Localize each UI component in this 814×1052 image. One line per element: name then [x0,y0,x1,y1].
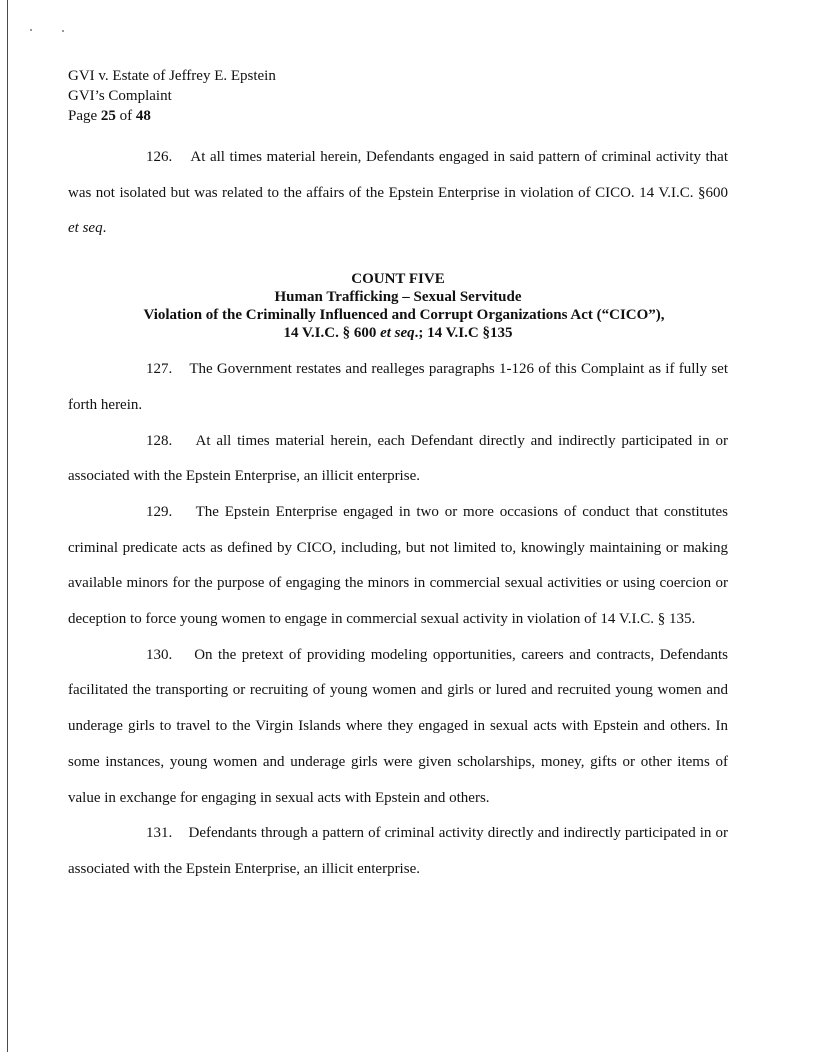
count-heading: COUNT FIVE [351,271,445,288]
paragraph-128 [68,424,728,495]
document-page [68,66,728,888]
page-header [68,66,728,126]
paragraph-130 [68,638,728,817]
paragraph-number: 130. [146,646,173,663]
paragraph-text: The Epstein Enterprise engaged in two or more occasions of conduct that constitutes criminal predicate acts as defined by CICO, including, but not limited to, knowingly maintaining or making available minors for the purpose of engaging the minors in commercial sexual activities or using coercion or deception to force young women to engage in commercial sexual activity in violation of 14 V.I.C. § 135. [68,503,729,628]
paragraph-text: At all times material herein, each Defendant directly and indirectly participated in or associated with the Epstein Enterprise, an illicit enterprise. [68,432,728,485]
count-subheading: Human Trafficking – Sexual Servitude [274,289,522,306]
paragraph-text: On the pretext of providing modeling opportunities, careers and contracts, Defendants facilitated the transporting or recruiting of young women and girls or lured and recruited young women and underage girls to travel to the Virgin Islands where they engaged in sexual acts with Epstein and others. In some instances, young women and underage girls were given scholarships, money, gifts or other items of value in exchange for engaging in sexual acts with Epstein and others. [68,646,729,806]
page-indicator: Page 25 of 48 [68,108,151,124]
page-total: 48 [135,108,151,124]
paragraph-text: At all times material herein, Defendants engaged in said pattern of criminal activity that was not isolated but was related to the affairs of the Epstein Enterprise in violation of CICO. 14 V.I.C. §600 [68,149,729,201]
paragraph-number: 131. [146,825,173,842]
paragraph-131 [68,816,728,887]
document-name: GVI’s Complaint [68,88,172,104]
scan-edge-line [7,0,8,1052]
paragraph-number: 127. [146,361,173,378]
count-citation-line: 14 V.I.C. § 600 et seq.; 14 V.I.C §135 [283,325,513,342]
paragraph-129 [68,495,728,638]
page-current: 25 [100,108,116,124]
count-title [68,270,728,342]
scan-speck [30,29,32,31]
scan-speck [62,30,64,32]
paragraph-127 [68,352,728,423]
paragraph-text: The Government restates and realleges paragraphs 1-126 of this Complaint as if fully set forth herein. [68,361,728,413]
paragraph-number: 128. [146,432,173,449]
paragraph-text: Defendants through a pattern of criminal activity directly and indirectly participated in or associated with the Epstein Enterprise, an illicit enterprise. [68,825,728,877]
paragraph-126: 126. At all times material herein, Defendants engaged in said pattern of criminal activity that was not isolated but was related to the affairs of the Epstein Enterprise in violation of CICO. 14 V.I.C. §600 et seq. [68,149,729,237]
paragraph-italic: et seq [68,220,103,237]
paragraph-number: 129. [146,503,173,520]
count-statute-line: Violation of the Criminally Influenced and Corrupt Organizations Act (“CICO”), [143,307,665,324]
case-caption: GVI v. Estate of Jeffrey E. Epstein [68,68,276,84]
paragraph-number: 126. [146,149,173,165]
